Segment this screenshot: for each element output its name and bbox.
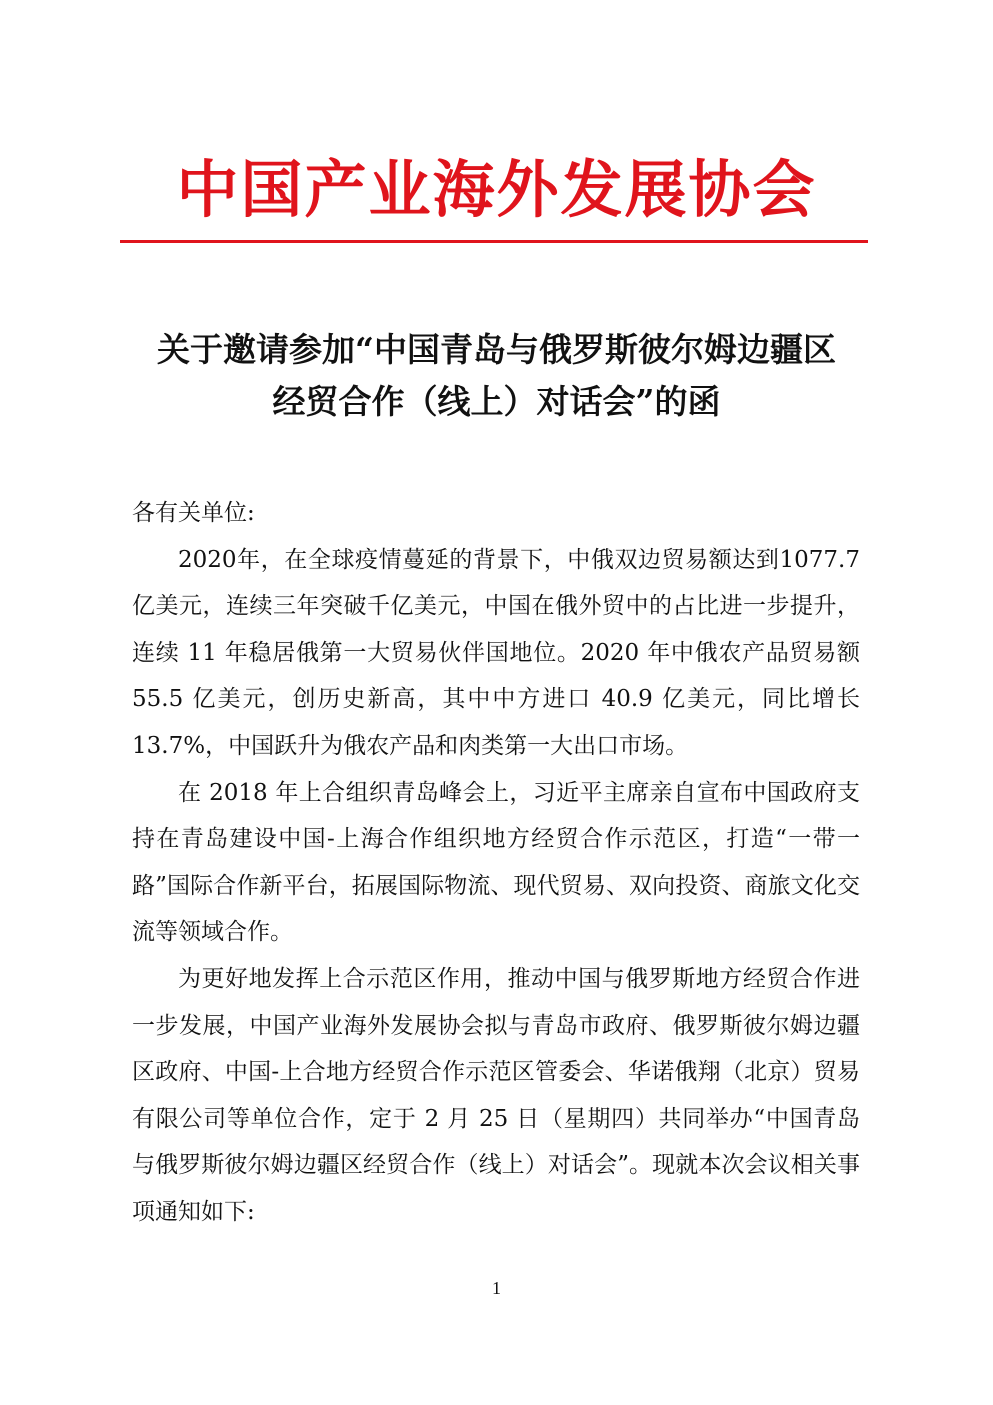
page-number: 1 [492,1278,501,1298]
paragraph-meeting-notice: 为更好地发挥上合示范区作用，推动中国与俄罗斯地方经贸合作进一步发展，中国产业海外发展协会拟与青岛市政府、俄罗斯彼尔姆边疆区政府、中国-上合地方经贸合作示范区管委会、华诺俄翔（北京）贸易有限公司等单位合作，定于 2 月 25 日（星期四）共同举办“中国青岛与俄罗斯彼尔姆边疆区经贸合作（线上）对话会”。现就本次会议相关事项通知如下: [132,965,860,1225]
paragraph-trade-statistics: 2020年，在全球疫情蔓延的背景下，中俄双边贸易额达到1077.7亿美元，连续三年突破千亿美元，中国在俄外贸中的占比进一步提升，连续 11 年稳居俄第一大贸易伙伴国地位。2020 年中俄农产品贸易额 55.5 亿美元，创历史新高，其中中方进口 40.9 亿美元，同比增长 13.7%，中国跃升为俄农产品和肉类第一大出口市场。 [132,546,860,759]
document-title-line-1: 关于邀请参加“中国青岛与俄罗斯彼尔姆边疆区 [157,330,836,369]
organization-letterhead: 中国产业海外发展协会 [176,153,817,226]
document-title-line-2: 经贸合作（线上）对话会”的函 [272,382,721,421]
paragraph-sco-summit: 在 2018 年上合组织青岛峰会上，习近平主席亲自宣布中国政府支持在青岛建设中国-上海合作组织地方经贸合作示范区，打造“一带一路”国际合作新平台，拓展国际物流、现代贸易、双向投资、商旅文化交流等领域合作。 [132,779,860,946]
letter-body [132,490,860,1236]
document-title [0,324,993,428]
salutation: 各有关单位: [132,500,255,526]
letterhead-divider [120,240,868,243]
